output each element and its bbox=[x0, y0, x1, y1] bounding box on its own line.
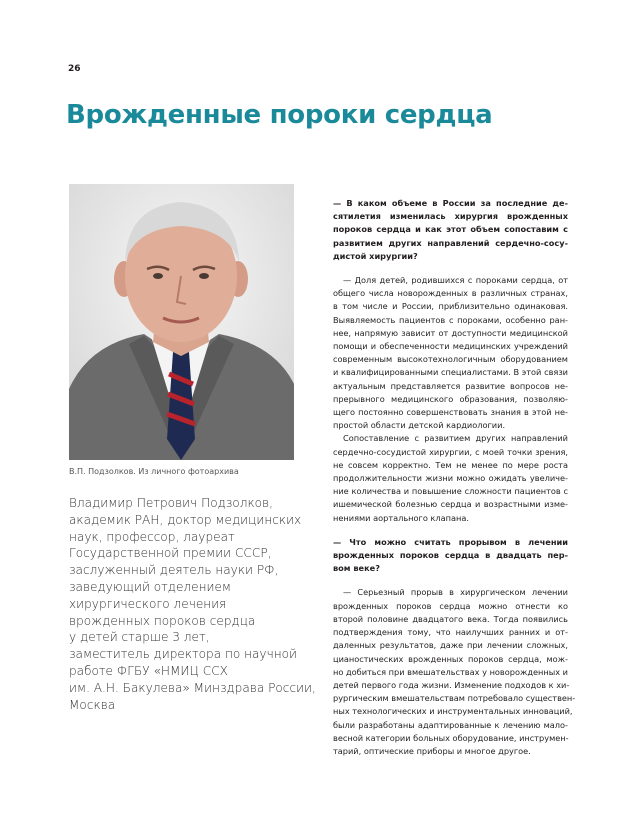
text-line: щего постоянно совершенствовать знания в этой не- bbox=[333, 407, 568, 418]
text-line: актуальным представляется развитие вопросов не- bbox=[333, 380, 568, 391]
text-line: ишемической болезнью сердца и возрастными изме- bbox=[333, 499, 568, 510]
text-line: и квалифицированными специалистами. В этой связи bbox=[333, 367, 568, 378]
text-line: детей первого года жизни. Изменение подходов к хи- bbox=[333, 679, 570, 690]
portrait-illustration bbox=[69, 184, 294, 460]
bio-line: Государственной премии СССР, bbox=[69, 546, 272, 561]
question-2 bbox=[333, 536, 568, 576]
bio-line: заслуженный деятель науки РФ, bbox=[69, 563, 279, 578]
text-line: ние количества и повышение сложности пациентов с bbox=[333, 486, 568, 497]
text-line: помощи и обеспеченности медицинских учреждений bbox=[333, 341, 568, 352]
text-line: нее, напрямую зависит от доступности медицинской bbox=[333, 327, 568, 338]
bio-line: наук, профессор, лауреат bbox=[69, 529, 235, 544]
page-number: 26 bbox=[68, 64, 81, 74]
text-line: врожденных пороков сердца в двадцать пер- bbox=[333, 550, 568, 561]
text-line: — Что можно считать прорывом в лечении bbox=[333, 536, 568, 547]
text-line: не совсем корректно. Тем не менее по мере роста bbox=[333, 459, 568, 470]
text-line: развитием других направлений сердечно-сосу- bbox=[333, 237, 568, 248]
question-1 bbox=[333, 197, 568, 263]
bio-line: академик РАН, доктор медицинских bbox=[69, 512, 302, 527]
text-line: но добиться при вмешательствах у новорожденных и bbox=[333, 666, 568, 677]
text-line: — Серьезный прорыв в хирургическом лечении bbox=[343, 587, 568, 598]
bio-line: хирургического лечения bbox=[69, 596, 227, 611]
text-line: — Доля детей, родившихся с пороками сердца, от bbox=[343, 275, 568, 286]
text-line: тарий, оптические приборы и многое другое. bbox=[333, 745, 531, 756]
bio-line: заведующий отделением bbox=[69, 579, 232, 594]
text-line: дистой хирургии? bbox=[333, 250, 418, 261]
bio-line: Москва bbox=[69, 697, 116, 712]
text-line: были разработаны адаптированные к лечению мало- bbox=[333, 719, 568, 730]
text-line: цианостических врожденных пороков сердца, мож- bbox=[333, 653, 568, 664]
text-line: даленных результатов, даже при лечении сложных, bbox=[333, 640, 568, 651]
text-line: Выявляемость пациентов с пороками, особенно ран- bbox=[333, 314, 568, 325]
text-line: вом веке? bbox=[333, 563, 380, 574]
bio-line: им. А.Н. Бакулева» Минздрава России, bbox=[69, 680, 316, 695]
text-line: рургическим вмешательствам потребовало существен- bbox=[333, 693, 576, 704]
interview-column bbox=[333, 197, 576, 758]
text-line: Сопоставление с развитием других направлений bbox=[343, 433, 568, 444]
text-line: продолжительности жизни можно ожидать увеличе- bbox=[333, 473, 568, 484]
text-line: подтверждения тому, что наилучших ранних и от- bbox=[333, 627, 568, 638]
answer-1-paragraph-1 bbox=[333, 274, 568, 432]
portrait-photo bbox=[69, 184, 294, 460]
bio-line: врожденных пороков сердца bbox=[69, 613, 256, 628]
photo-caption: В.П. Подзолков. Из личного фотоархива bbox=[69, 467, 239, 476]
answer-2 bbox=[333, 586, 576, 758]
text-line: сердечно-сосудистой хирургии, с моей точки зрения, bbox=[333, 446, 568, 457]
text-line: прерывного медицинского образования, позволяю- bbox=[333, 393, 568, 404]
page-title: Врожденные пороки сердца bbox=[66, 100, 493, 130]
text-line: ных технологических и инструментальных инноваций, bbox=[333, 706, 573, 717]
text-line: второй половине двадцатого века. Тогда появились bbox=[333, 613, 568, 624]
answer-1-paragraph-2 bbox=[333, 432, 568, 524]
text-line: сятилетия изменилась хирургия врожденных bbox=[333, 211, 568, 222]
text-line: врожденных пороков сердца можно отнести ко bbox=[333, 600, 568, 611]
text-line: общего числа новорожденных в различных странах, bbox=[333, 288, 568, 299]
author-bio bbox=[69, 495, 316, 713]
bio-line: заместитель директора по научной bbox=[69, 647, 298, 662]
bio-line: у детей старше 3 лет, bbox=[69, 630, 210, 645]
text-line: в том числе и России, приблизительно одинаковая. bbox=[333, 301, 568, 312]
text-line: современным высокотехнологичным оборудованием bbox=[333, 354, 568, 365]
text-line: пороков сердца и как этот объем сопоставим с bbox=[333, 224, 568, 235]
text-line: — В каком объеме в России за последние де- bbox=[333, 198, 568, 208]
bio-line: Владимир Петрович Подзолков, bbox=[69, 496, 273, 510]
text-line: нениями аортального клапана. bbox=[333, 512, 469, 523]
text-line: простой области детской кардиологии. bbox=[333, 420, 506, 431]
bio-line: работе ФГБУ «НМИЦ ССХ bbox=[69, 663, 228, 678]
text-line: весной категории больных оборудование, инструмен- bbox=[333, 732, 569, 743]
